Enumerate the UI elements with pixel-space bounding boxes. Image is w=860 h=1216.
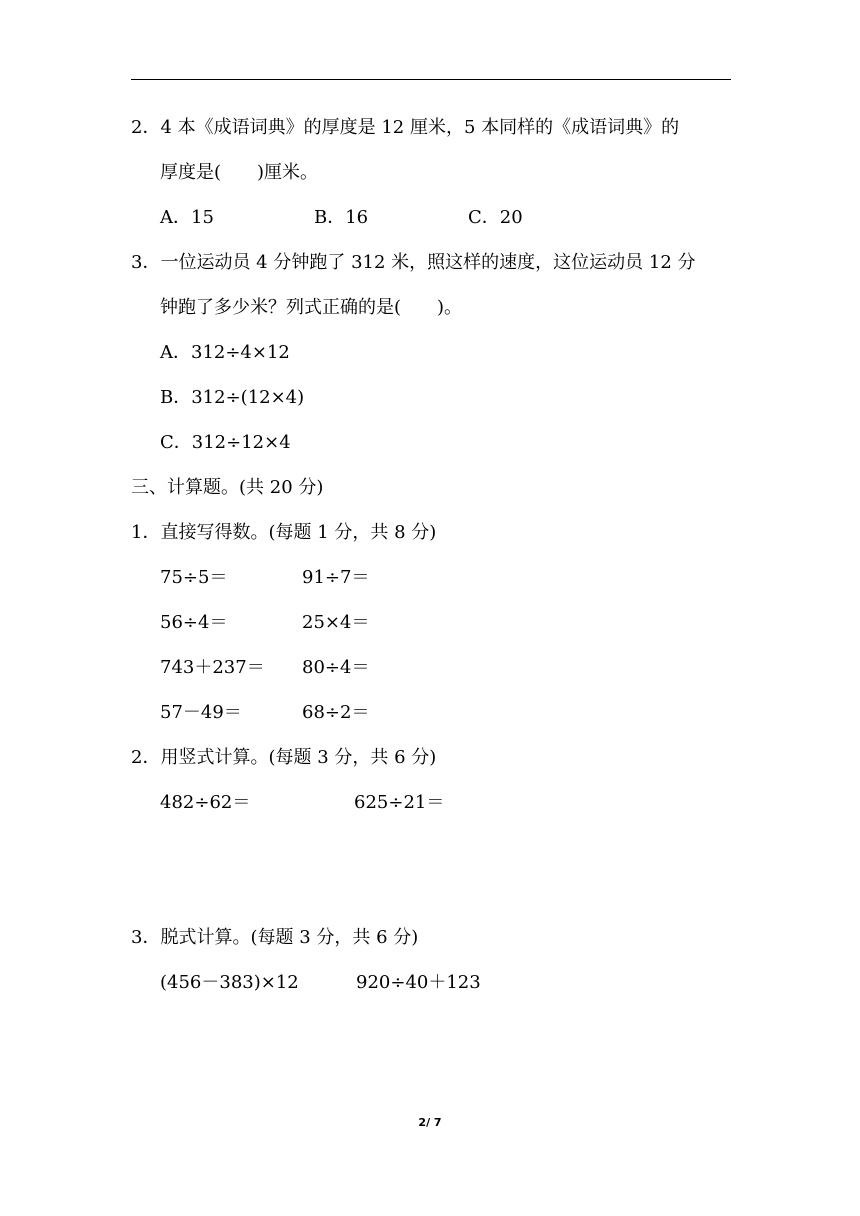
q3-option-a: A．312÷4×12 (160, 342, 290, 363)
section-title: 三、计算题。(共 20 分) (131, 477, 324, 498)
sub1-item: 68÷2＝ (302, 702, 370, 723)
sub1-item: 91÷7＝ (302, 567, 370, 588)
sub2-item: 625÷21＝ (354, 792, 445, 813)
sub2-item: 482÷62＝ (160, 792, 251, 813)
sub3-item: (456－383)×12 (160, 972, 299, 993)
q3-option-c: C．312÷12×4 (160, 432, 291, 453)
page-number: 2/ 7 (418, 1116, 442, 1129)
sub1-title: 1．直接写得数。(每题 1 分，共 8 分) (131, 522, 437, 543)
sub1-item: 743＋237＝ (160, 657, 265, 678)
q2-option-c: C．20 (468, 207, 523, 228)
sub1-item: 56÷4＝ (160, 612, 228, 633)
sub1-item: 57－49＝ (160, 702, 242, 723)
sub1-item: 75÷5＝ (160, 567, 228, 588)
q2-option-a: A．15 (160, 207, 214, 228)
q3-line2: 钟跑了多少米？列式正确的是( )。 (160, 297, 463, 318)
sub1-item: 25×4＝ (302, 612, 370, 633)
sub3-item: 920÷40＋123 (356, 972, 481, 993)
sub3-title: 3．脱式计算。(每题 3 分，共 6 分) (131, 927, 419, 948)
q3-option-b: B．312÷(12×4) (160, 387, 305, 408)
sub1-item: 80÷4＝ (302, 657, 370, 678)
q2-line1: 2．4 本《成语词典》的厚度是 12 厘米，5 本同样的《成语词典》的 (131, 117, 680, 138)
q2-option-b: B．16 (314, 207, 369, 228)
q3-line1: 3．一位运动员 4 分钟跑了 312 米，照这样的速度，这位运动员 12 分 (131, 252, 696, 273)
header-rule (131, 79, 731, 80)
sub2-title: 2．用竖式计算。(每题 3 分，共 6 分) (131, 747, 437, 768)
q2-line2: 厚度是( )厘米。 (160, 162, 319, 183)
